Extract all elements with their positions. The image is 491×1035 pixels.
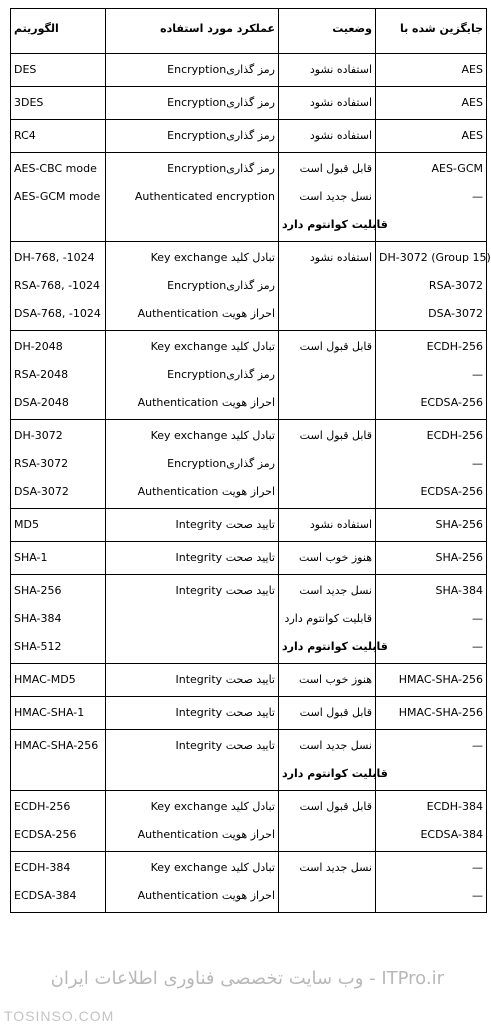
- cell-algorithm: [11, 697, 106, 730]
- algorithm-text: HMAC-SHA-256: [14, 739, 99, 752]
- cell-replacement: [376, 542, 487, 575]
- cell-algorithm: [11, 852, 106, 913]
- table-row: [11, 852, 487, 913]
- usage-text: Integrity تایید صحت: [175, 518, 275, 531]
- cell-replacement: [376, 791, 487, 852]
- algorithm-text: ECDH-384: [14, 861, 71, 874]
- status-text: قابل قبول است: [299, 340, 372, 353]
- cell-algorithm: [11, 542, 106, 575]
- table-row: [11, 697, 487, 730]
- algorithm-text: SHA-384: [14, 612, 62, 625]
- algorithm-text: RC4: [14, 129, 36, 142]
- status-text: قابلیت کوانتوم دارد: [282, 640, 388, 653]
- cell-status: [279, 120, 376, 153]
- replacement-text: SHA-384: [435, 584, 483, 597]
- cell-status: [279, 331, 376, 420]
- cell-status: [279, 542, 376, 575]
- table-row: [11, 242, 487, 331]
- table-row: [11, 153, 487, 242]
- status-text: نسل جدید است: [299, 861, 372, 874]
- cell-replacement: [376, 120, 487, 153]
- cell-replacement: [376, 509, 487, 542]
- algorithm-text: SHA-256: [14, 584, 62, 597]
- cell-replacement: [376, 420, 487, 509]
- crypto-algorithms-table: [10, 8, 491, 913]
- cell-algorithm: [11, 87, 106, 120]
- algorithm-text: ECDSA-384: [14, 889, 77, 902]
- status-text: نسل جدید است: [299, 584, 372, 597]
- cell-usage: [106, 730, 279, 791]
- cell-status: [279, 791, 376, 852]
- cell-usage: [106, 509, 279, 542]
- algorithm-text: DSA-3072: [14, 485, 69, 498]
- replacement-text: —: [472, 739, 483, 752]
- cell-algorithm: [11, 664, 106, 697]
- cell-usage: [106, 575, 279, 664]
- status-text: نسل جدید است: [299, 739, 372, 752]
- cell-replacement: [376, 54, 487, 87]
- usage-text: Key exchange تبادل کلید: [150, 340, 275, 353]
- usage-text: Authentication احراز هویت: [137, 889, 275, 902]
- usage-text: Encryptionرمز گذاری: [167, 368, 275, 381]
- replacement-text: AES-GCM: [431, 162, 483, 175]
- status-text: نسل جدید است: [299, 190, 372, 203]
- cell-usage: [106, 120, 279, 153]
- usage-text: Authentication احراز هویت: [137, 396, 275, 409]
- usage-text: Integrity تایید صحت: [175, 739, 275, 752]
- replacement-text: ECDH-256: [426, 340, 483, 353]
- table-row: [11, 420, 487, 509]
- usage-text: Authentication احراز هویت: [137, 485, 275, 498]
- algorithm-text: AES-GCM mode: [14, 190, 101, 203]
- cell-replacement: [376, 852, 487, 913]
- status-text: قابلیت کوانتوم دارد: [282, 767, 388, 780]
- cell-usage: [106, 87, 279, 120]
- usage-text: Encryptionرمز گذاری: [167, 279, 275, 292]
- replacement-text: ECDSA-384: [420, 828, 483, 841]
- cell-status: [279, 697, 376, 730]
- replacement-text: —: [472, 861, 483, 874]
- usage-text: Encryptionرمز گذاری: [167, 63, 275, 76]
- status-text: استفاده نشود: [309, 251, 372, 264]
- algorithm-text: DH-3072: [14, 429, 63, 442]
- replacement-text: ECDH-384: [426, 800, 483, 813]
- usage-text: Integrity تایید صحت: [175, 584, 275, 597]
- cell-replacement: [376, 87, 487, 120]
- algorithm-text: 3DES: [14, 96, 44, 109]
- algorithm-text: ECDH-256: [14, 800, 71, 813]
- cell-usage: [106, 153, 279, 242]
- cell-usage: [106, 852, 279, 913]
- table-row: [11, 87, 487, 120]
- algorithm-text: DH-2048: [14, 340, 63, 353]
- replacement-text: —: [472, 640, 483, 653]
- cell-usage: [106, 791, 279, 852]
- replacement-text: AES: [461, 129, 483, 142]
- replacement-text: AES: [461, 96, 483, 109]
- algorithm-text: MD5: [14, 518, 39, 531]
- replacement-text: DH-3072 (Group 15): [379, 251, 491, 264]
- cell-replacement: [376, 153, 487, 242]
- replacement-text: —: [472, 889, 483, 902]
- status-text: هنوز خوب است: [298, 551, 372, 564]
- cell-usage: [106, 420, 279, 509]
- algorithm-text: DES: [14, 63, 37, 76]
- replacement-text: SHA-256: [435, 518, 483, 531]
- replacement-text: RSA-3072: [428, 279, 483, 292]
- usage-text: Authenticated encryption: [134, 190, 275, 203]
- cell-usage: [106, 242, 279, 331]
- replacement-text: HMAC-SHA-256: [398, 673, 483, 686]
- cell-algorithm: [11, 420, 106, 509]
- header-algorithm: الگوریتم: [11, 9, 106, 54]
- cell-algorithm: [11, 730, 106, 791]
- algorithm-text: RSA-768, -1024: [14, 279, 101, 292]
- header-status: وضعیت: [279, 9, 376, 54]
- cell-algorithm: [11, 54, 106, 87]
- cell-usage: [106, 331, 279, 420]
- usage-text: Integrity تایید صحت: [175, 673, 275, 686]
- table-row: [11, 509, 487, 542]
- algorithm-text: HMAC-MD5: [14, 673, 76, 686]
- usage-text: Key exchange تبادل کلید: [150, 800, 275, 813]
- cell-replacement: [376, 242, 491, 331]
- tosinso-brand: TOSINSO.COM: [4, 1008, 115, 1024]
- cell-replacement: [376, 730, 487, 791]
- replacement-text: —: [472, 457, 483, 470]
- cell-usage: [106, 542, 279, 575]
- usage-text: Encryptionرمز گذاری: [167, 457, 275, 470]
- cell-usage: [106, 697, 279, 730]
- cell-status: [279, 852, 376, 913]
- usage-text: Key exchange تبادل کلید: [150, 429, 275, 442]
- cell-status: [279, 54, 376, 87]
- usage-text: Integrity تایید صحت: [175, 706, 275, 719]
- status-text: استفاده نشود: [309, 96, 372, 109]
- table-row: [11, 664, 487, 697]
- cell-algorithm: [11, 120, 106, 153]
- usage-text: Authentication احراز هویت: [137, 307, 275, 320]
- status-text: استفاده نشود: [309, 129, 372, 142]
- usage-text: Key exchange تبادل کلید: [150, 251, 275, 264]
- usage-text: Integrity تایید صحت: [175, 551, 275, 564]
- usage-text: Encryptionرمز گذاری: [167, 129, 275, 142]
- table-row: [11, 730, 487, 791]
- cell-status: [279, 575, 388, 664]
- table-header-row: [11, 9, 487, 54]
- cell-algorithm: [11, 791, 106, 852]
- replacement-text: HMAC-SHA-256: [398, 706, 483, 719]
- cell-status: [279, 153, 388, 242]
- cell-status: [279, 730, 388, 791]
- replacement-text: AES: [461, 63, 483, 76]
- algorithm-text: RSA-3072: [14, 457, 69, 470]
- replacement-text: ECDSA-256: [420, 396, 483, 409]
- status-text: استفاده نشود: [309, 518, 372, 531]
- cell-status: [279, 242, 376, 331]
- cell-replacement: [376, 331, 487, 420]
- replacement-text: —: [472, 612, 483, 625]
- cell-replacement: [376, 575, 487, 664]
- table-body: [11, 54, 491, 913]
- cell-status: [279, 87, 376, 120]
- status-text: قابلیت کوانتوم دارد: [284, 612, 372, 625]
- status-text: قابل قبول است: [299, 162, 372, 175]
- status-text: قابل قبول است: [299, 800, 372, 813]
- status-text: هنوز خوب است: [298, 673, 372, 686]
- cell-usage: [106, 54, 279, 87]
- replacement-text: —: [472, 190, 483, 203]
- algorithm-text: ECDSA-256: [14, 828, 77, 841]
- usage-text: Encryptionرمز گذاری: [167, 162, 275, 175]
- replacement-text: DSA-3072: [428, 307, 483, 320]
- algorithm-text: DSA-768, -1024: [14, 307, 101, 320]
- cell-replacement: [376, 697, 487, 730]
- table-row: [11, 54, 487, 87]
- cell-status: [279, 420, 376, 509]
- replacement-text: —: [472, 368, 483, 381]
- cell-status: [279, 509, 376, 542]
- table-row: [11, 791, 487, 852]
- algorithm-text: AES-CBC mode: [14, 162, 97, 175]
- status-text: قابل قبول است: [299, 429, 372, 442]
- algorithm-text: SHA-1: [14, 551, 48, 564]
- cell-status: [279, 664, 376, 697]
- algorithm-text: RSA-2048: [14, 368, 69, 381]
- algorithm-text: HMAC-SHA-1: [14, 706, 85, 719]
- cell-usage: [106, 664, 279, 697]
- status-text: استفاده نشود: [309, 63, 372, 76]
- cell-algorithm: [11, 331, 106, 420]
- usage-text: Encryptionرمز گذاری: [167, 96, 275, 109]
- itpro-watermark: ITPro.ir - وب سایت تخصصی فناوری اطلاعات ایران: [50, 968, 444, 989]
- status-text: قابلیت کوانتوم دارد: [282, 218, 388, 231]
- algorithm-text: DH-768, -1024: [14, 251, 95, 264]
- cell-algorithm: [11, 153, 106, 242]
- usage-text: Authentication احراز هویت: [137, 828, 275, 841]
- header-usage: عملکرد مورد استفاده: [106, 9, 279, 54]
- cell-replacement: [376, 664, 487, 697]
- table-row: [11, 120, 487, 153]
- replacement-text: ECDSA-256: [420, 485, 483, 498]
- table-row: [11, 542, 487, 575]
- cell-algorithm: [11, 509, 106, 542]
- algorithm-text: DSA-2048: [14, 396, 69, 409]
- header-replacement: جایگزین شده با: [376, 9, 487, 54]
- replacement-text: ECDH-256: [426, 429, 483, 442]
- cell-algorithm: [11, 242, 106, 331]
- table-row: [11, 331, 487, 420]
- usage-text: Key exchange تبادل کلید: [150, 861, 275, 874]
- table-row: [11, 575, 487, 664]
- replacement-text: SHA-256: [435, 551, 483, 564]
- algorithm-text: SHA-512: [14, 640, 62, 653]
- status-text: قابل قبول است: [299, 706, 372, 719]
- cell-algorithm: [11, 575, 106, 664]
